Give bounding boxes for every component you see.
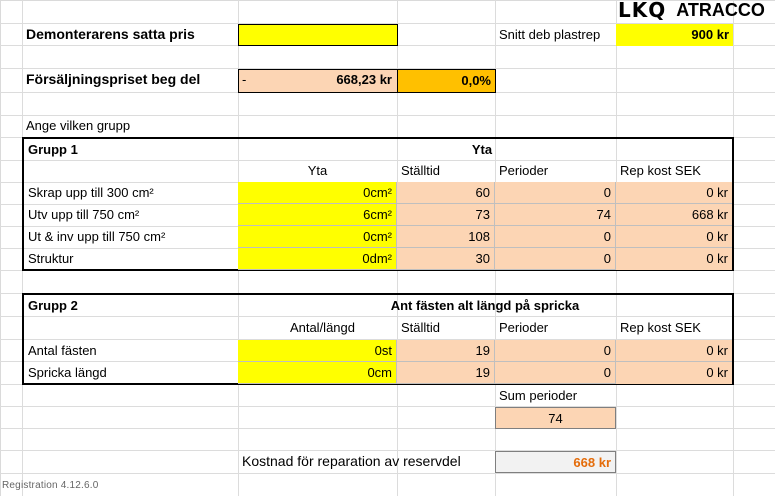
group1-row-repkost: 0 kr	[616, 248, 732, 270]
group1-col-repkost: Rep kost SEK	[620, 163, 701, 178]
group-prompt: Ange vilken grupp	[26, 118, 131, 133]
group2-row-amount-input[interactable]: 0st	[238, 340, 397, 362]
group1-row-perioder: 0	[495, 226, 616, 248]
logo-sub: ATRACCO	[676, 0, 765, 20]
group2-title: Grupp 2	[28, 298, 78, 313]
group2-row-perioder: 0	[495, 362, 616, 384]
forsaljning-value-cell	[238, 69, 398, 93]
forsaljning-value: 668,23 kr	[336, 72, 392, 87]
group1-row-yta-input[interactable]: 0cm²	[238, 226, 397, 248]
group2-section-title: Ant fästen alt längd på spricka	[390, 298, 580, 313]
sum-label: Sum perioder	[499, 388, 578, 403]
group1-row-repkost: 0 kr	[616, 182, 732, 204]
group1-col-yta: Yta	[307, 163, 328, 178]
registration-version: Registration 4.12.6.0	[2, 480, 99, 491]
group1-row-repkost: 0 kr	[616, 226, 732, 248]
group1-row-stalltid: 30	[397, 248, 495, 270]
sum-value: 74	[495, 407, 616, 429]
logo	[618, 0, 765, 20]
group1-row-stalltid: 73	[397, 204, 495, 226]
group2-row-amount-input[interactable]: 0cm	[238, 362, 397, 384]
group2-col-perioder: Perioder	[499, 320, 549, 335]
group1-row-label: Skrap upp till 300 cm²	[28, 185, 154, 200]
forsaljning-label: Försäljningspriset beg del	[26, 71, 201, 87]
group1-row-perioder: 0	[495, 182, 616, 204]
group2-col-amount: Antal/längd	[289, 320, 355, 335]
group1-col-perioder: Perioder	[499, 163, 549, 178]
group2-row-repkost: 0 kr	[616, 340, 732, 362]
group1-row-yta-input[interactable]: 6cm²	[238, 204, 397, 226]
group1-row-label: Ut & inv upp till 750 cm²	[28, 229, 166, 244]
group1-title: Grupp 1	[28, 142, 78, 157]
group2-row-label: Spricka längd	[28, 365, 107, 380]
group1-row-label: Utv upp till 750 cm²	[28, 207, 140, 222]
group1-row-repkost: 668 kr	[616, 204, 732, 226]
snitt-label: Snitt deb plastrep	[499, 27, 601, 42]
group1-row-yta-input[interactable]: 0dm²	[238, 248, 397, 270]
snitt-value[interactable]: 900 kr	[616, 24, 733, 46]
demonterare-label: Demonterarens satta pris	[26, 26, 195, 42]
demonterare-input[interactable]	[238, 24, 398, 46]
logo-brand: LKQ	[618, 0, 667, 22]
forsaljning-percent: 0,0%	[397, 69, 496, 93]
forsaljning-sign: -	[242, 72, 247, 87]
group1-row-yta-input[interactable]: 0cm²	[238, 182, 397, 204]
group1-row-stalltid: 108	[397, 226, 495, 248]
total-label: Kostnad för reparation av reservdel	[242, 453, 461, 469]
group1-row-perioder: 74	[495, 204, 616, 226]
group1-section-title: Yta	[471, 142, 493, 157]
group1-row-perioder: 0	[495, 248, 616, 270]
total-value: 668 kr	[495, 451, 616, 473]
group2-row-stalltid: 19	[397, 362, 495, 384]
group2-col-stalltid: Ställtid	[401, 320, 441, 335]
group2-row-perioder: 0	[495, 340, 616, 362]
group2-row-stalltid: 19	[397, 340, 495, 362]
group1-col-stalltid: Ställtid	[401, 163, 441, 178]
group2-row-repkost: 0 kr	[616, 362, 732, 384]
group2-col-repkost: Rep kost SEK	[620, 320, 701, 335]
group1-row-label: Struktur	[28, 251, 74, 266]
group2-row-label: Antal fästen	[28, 343, 97, 358]
group1-row-stalltid: 60	[397, 182, 495, 204]
